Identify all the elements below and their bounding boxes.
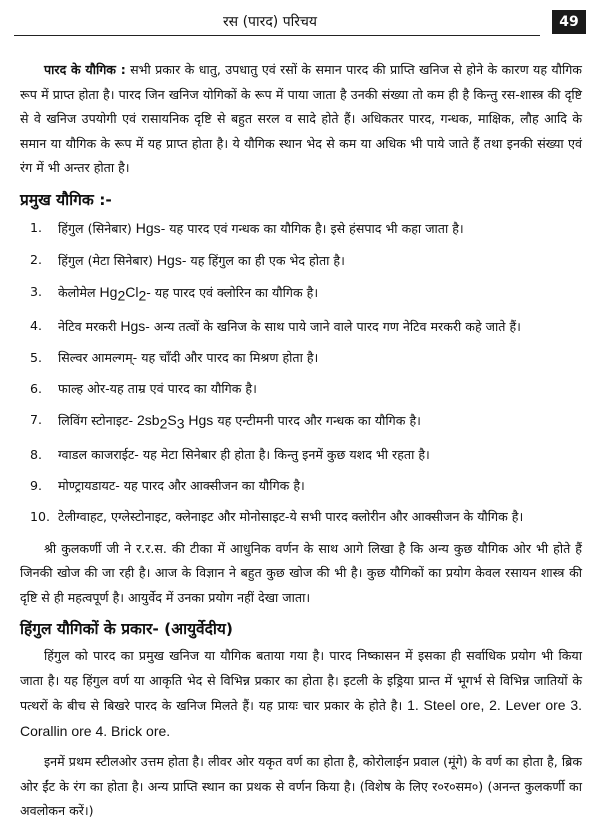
compound-item	[20, 444, 582, 466]
header-divider	[14, 35, 540, 36]
compound-name: हिंगुल (सिनेबार)	[58, 220, 136, 236]
compound-item	[20, 506, 582, 528]
compound-item	[20, 315, 582, 338]
compound-formula: Hgs	[120, 318, 146, 335]
compound-description: टेलीग्वाहट, एग्लेस्टोनाइट, क्लेनाइट और मोनोसाइट-ये सभी पारद क्लोरीन और आक्सीजन के यौगिक है।	[58, 508, 524, 524]
compound-number: 10.	[30, 508, 51, 524]
compound-description: ग्वाडल काजराईट- यह मेटा सिनेबार ही होता है। किन्तु इनमें कुछ यशद भी रहता है।	[58, 446, 430, 462]
compound-item	[20, 249, 582, 272]
compound-description: - अन्य तत्वों के खनिज के साथ पाये जाने वाले पारद गण नेटिव मरकरी कहे जाते हैं।	[145, 319, 521, 335]
compound-number: 3.	[30, 283, 43, 299]
compound-item	[20, 475, 582, 497]
compound-name: नेटिव मरकरी	[58, 319, 121, 335]
compound-formula: 2sb	[137, 412, 160, 429]
compound-number: 7.	[30, 412, 43, 428]
compound-description: - यह हिंगुल का ही एक भेद होता है।	[181, 252, 345, 268]
running-title: रस (पारद) परिचय	[222, 14, 318, 30]
compound-number: 6.	[30, 381, 43, 397]
formula-subscript: 2	[159, 415, 168, 432]
compound-description: मोण्ट्रायडायट- यह पारद और आक्सीजन का यौगिक है।	[58, 477, 305, 493]
compound-formula: Cl	[125, 283, 139, 300]
compound-number: 9.	[30, 477, 43, 493]
hingul-paragraph	[20, 644, 582, 744]
compounds-list	[20, 217, 582, 528]
compound-number: 4.	[30, 318, 43, 334]
formula-subscript: 2	[138, 287, 147, 304]
formula-subscript: 3	[176, 415, 185, 432]
page-body	[20, 58, 582, 824]
compound-name: केलोमेल	[58, 284, 100, 300]
page-header	[0, 0, 600, 40]
intro-paragraph	[20, 58, 582, 181]
hingul-types-heading: हिंगुल यौगिकों के प्रकार- (आयुर्वेदीय)	[20, 620, 233, 639]
page-number: 49	[552, 10, 586, 34]
intro-lead: पारद के यौगिक :	[44, 62, 126, 77]
compound-description: फाल्ह ओर-यह ताम्र एवं पारद का यौगिक है।	[58, 381, 257, 397]
compound-formula: Hgs	[184, 412, 214, 429]
compound-name: हिंगुल (मेटा सिनेबार)	[58, 252, 157, 268]
compound-item	[20, 347, 582, 369]
compound-formula: Hgs	[156, 251, 182, 268]
compound-item	[20, 281, 582, 307]
compound-description: - यह पारद एवं गन्धक का यौगिक है। इसे हंसपाद भी कहा जाता है।	[160, 220, 464, 236]
compound-description: सिल्वर आमल्गम्- यह चाँदी और पारद का मिश्रण होता है।	[58, 350, 319, 366]
kulkarni-paragraph: श्री कुलकर्णी जी ने र.र.स. की टीका में आधुनिक वर्णन के साथ आगे लिखा है कि अन्य कुछ यौगिक ओर भी होते हैं जिनकी खोज की जा रही है। आज के विज्ञान ने बहुत कुछ खोज की भी है। कुछ यौगिकों का प्रयोग केवल रसायन शास्त्र की दृष्टि से ही महत्वपूर्ण है। आयुर्वेद में उनका प्रयोग नहीं देखा जाता।	[20, 540, 582, 605]
compound-formula: Hg	[99, 283, 118, 300]
compound-name: लिविंग स्टोनाइट-	[58, 413, 137, 429]
compound-number: 5.	[30, 350, 43, 366]
final-paragraph: इनमें प्रथम स्टीलओर उत्तम होता है। लीवर ओर यकृत वर्ण का होता है, कोरोलाईन प्रवाल (मूंगे) के वर्ण का होता है, ब्रिक ओर ईंट के रंग का होता है। अन्य प्राप्ति स्थान का प्रथक से वर्णन किया है। (विशेष के लिए र०र०सम०) (अनन्त कुलकर्णी का अवलोकन करें।)	[20, 754, 582, 819]
compound-number: 1.	[30, 219, 43, 235]
ore-types: 1. Steel ore, 2. Lever ore 3. Corallin ore 4. Brick ore.	[20, 697, 582, 739]
compound-formula: S	[167, 412, 177, 429]
main-compounds-heading: प्रमुख यौगिक :-	[20, 190, 112, 209]
compound-description: यह एन्टीमनी पारद और गन्धक का यौगिक है।	[213, 413, 421, 429]
compound-number: 2.	[30, 251, 43, 267]
compound-item	[20, 409, 582, 435]
formula-subscript: 2	[117, 287, 126, 304]
intro-text: सभी प्रकार के धातु, उपधातु एवं रसों के समान पारद की प्राप्ति खनिज से होने के कारण यह यौगिक रूप में प्राप्त होता है। पारद जिन खनिज योगिकों के रूप में पाया जाता है उनकी संख्या तो कम ही है किन्तु रस-शास्त्र की दृष्टि से वे खनिज उपयोगी एवं रासायनिक दृष्टि से बहुत सरल व सादे होते हैं। अधिकतर पारद, गन्धक, माक्षिक, लौह आदि के समान या यौगिक के रूप में यह प्राप्त होता है। ये यौगिक स्थान भेद से कम या अधिक भी पाये जाते हैं तथा इनकी संख्या एवं रंग में भी अन्तर होता है।	[20, 62, 582, 175]
hingul-text: हिंगुल को पारद का प्रमुख खनिज या यौगिक बताया गया है। पारद निष्कासन में इसका ही सर्वाधिक प्रयोग भी किया जाता है। यह हिंगुल वर्ण या आकृति भेद से विभिन्न प्रकार का होता है। इटली के इड्रिया प्रान्त में भूगर्भ से विभिन्न जातियों के पत्थरों के बीच से बिखरे पारद के खनिज मिलते हैं। यह प्रायः चार प्रकार के होते है।	[20, 648, 582, 714]
compound-item	[20, 217, 582, 240]
compound-formula: Hgs	[135, 219, 161, 236]
compound-description: - यह पारद एवं क्लोरिन का यौगिक है।	[146, 284, 319, 300]
compound-number: 8.	[30, 446, 43, 462]
compound-item	[20, 378, 582, 400]
